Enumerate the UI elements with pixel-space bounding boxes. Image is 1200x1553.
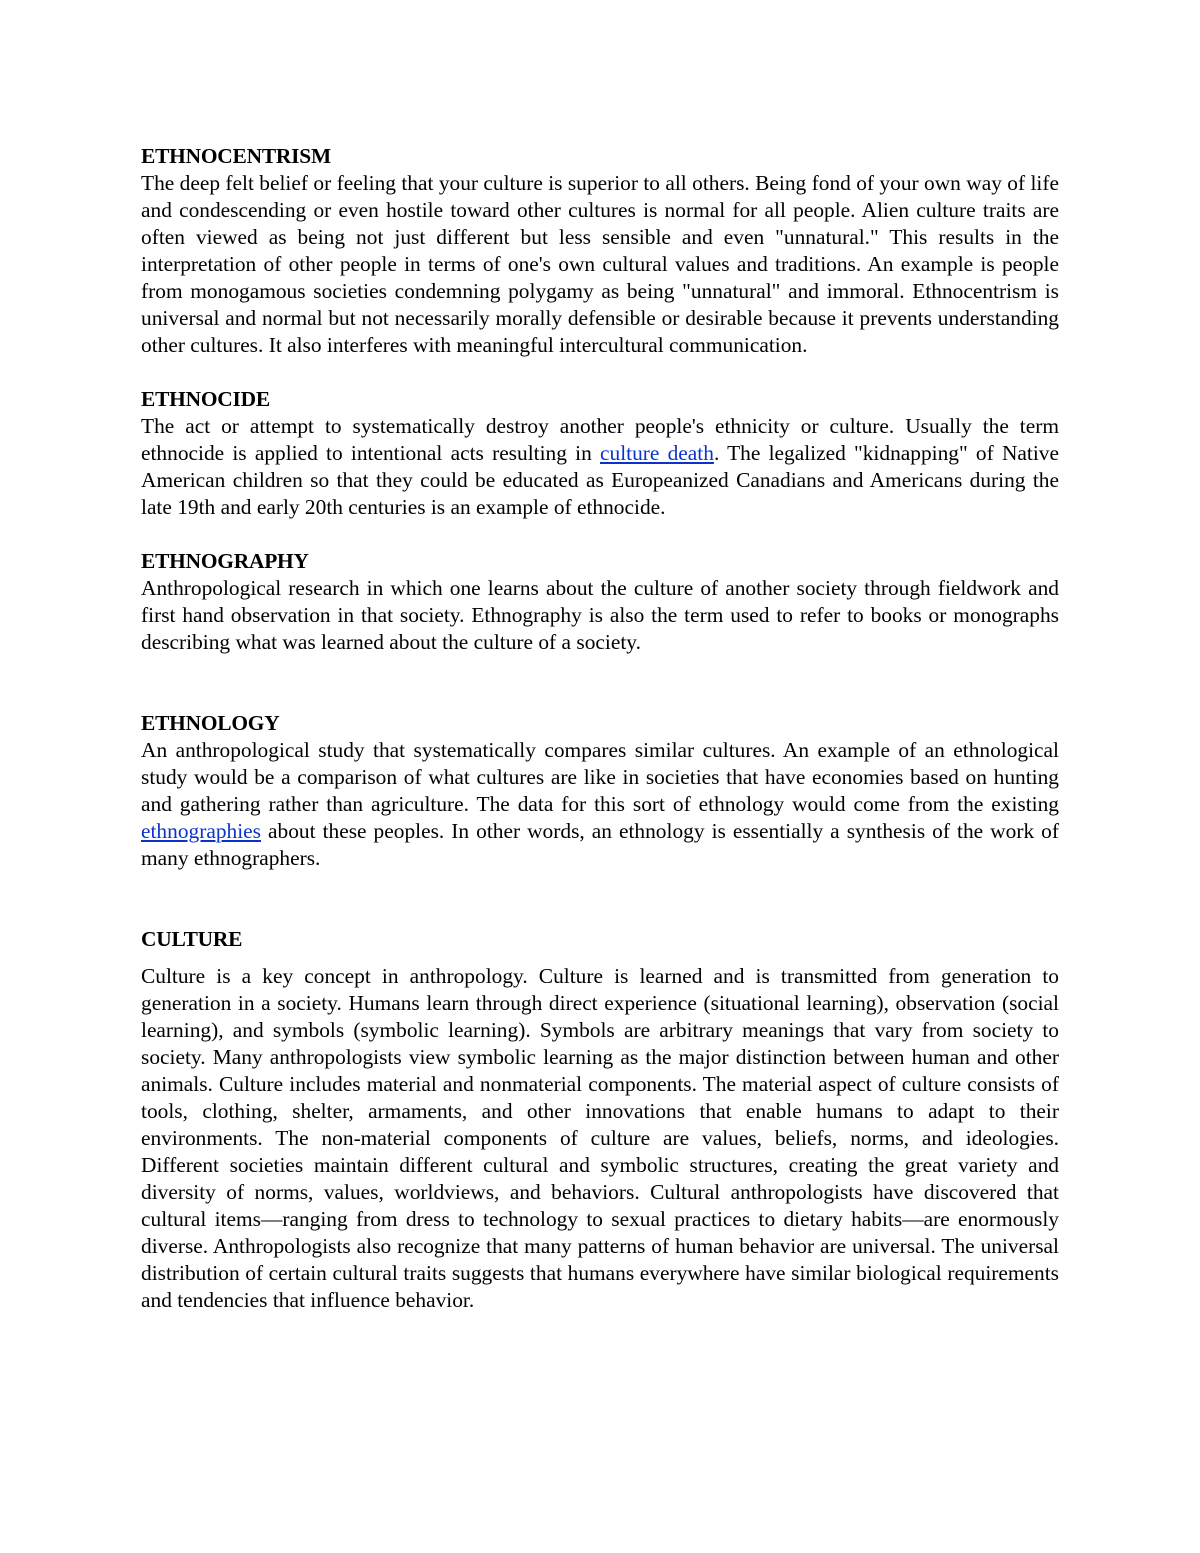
entry-ethnocentrism [141, 143, 1059, 359]
definition-text: Culture is a key concept in anthropology. Culture is learned and is transmitted from generation to generation in a society. Humans learn through direct experience (situational learning), observation (social learning), and symbols (symbolic learning). Symbols are arbitrary meanings that vary from society to society. Many anthropologists view symbolic learning as the major distinction between human and other animals. Culture includes material and nonmaterial components. The material aspect of culture consists of tools, clothing, shelter, armaments, and other innovations that enable humans to adapt to their environments. The non-material components of culture are values, beliefs, norms, and ideologies. Different societies maintain different cultural and symbolic structures, creating the great variety and diversity of norms, values, worldviews, and behaviors. Cultural anthropologists have discovered that cultural items—ranging from dress to technology to sexual practices to dietary habits—are enormously diverse. Anthropologists also recognize that many patterns of human behavior are universal. The universal distribution of certain cultural traits suggests that humans everywhere have similar biological requirements and tendencies that influence behavior. [141, 964, 1059, 1312]
definition-text: The deep felt belief or feeling that your culture is superior to all others. Being fond of your own way of life and condescending or even hostile toward other cultures is normal for all people. Alien culture traits are often viewed as being not just different but less sensible and even "unnatural." This results in the interpretation of other people in terms of one's own cultural values and traditions. An example is people from monogamous societies condemning polygamy as being "unnatural" and immoral. Ethnocentrism is universal and normal but not necessarily morally defensible or desirable because it prevents understanding other cultures. It also interferes with meaningful intercultural communication. [141, 171, 1059, 357]
term-heading: CULTURE [141, 927, 243, 951]
definition-text-part: about these peoples. In other words, an ethnology is essentially a synthesis of the work of many ethnographers. [141, 819, 1059, 870]
term-heading: ETHNOGRAPHY [141, 549, 309, 573]
culture-death-link[interactable]: culture death [600, 441, 714, 465]
term-heading: ETHNOCIDE [141, 387, 270, 411]
ethnographies-link[interactable]: ethnographies [141, 819, 261, 843]
entry-ethnology [141, 710, 1059, 872]
definition-text [141, 413, 1059, 521]
term-heading: ETHNOCENTRISM [141, 144, 331, 168]
definition-text-part: An anthropological study that systematically compares similar cultures. An example of an ethnological study would be a comparison of what cultures are like in societies that have economies based on hunting and gathering rather than agriculture. The data for this sort of ethnology would come from the existing [141, 738, 1059, 816]
definition-text-part: The act or attempt to systematically destroy another people's ethnicity or culture. Usually the term ethnocide is applied to intentional acts resulting in [141, 414, 1059, 465]
entry-ethnocide [141, 386, 1059, 521]
entry-ethnography [141, 548, 1059, 656]
document-page [141, 143, 1059, 1314]
entry-culture [141, 926, 1059, 1314]
definition-text: Anthropological research in which one learns about the culture of another society through fieldwork and first hand observation in that society. Ethnography is also the term used to refer to books or monographs describing what was learned about the culture of a society. [141, 576, 1059, 654]
definition-text [141, 737, 1059, 872]
definition-text-part: . The legalized "kidnapping" of Native American children so that they could be educated as Europeanized Canadians and Americans during the late 19th and early 20th centuries is an example of ethnocide. [141, 441, 1059, 519]
term-heading: ETHNOLOGY [141, 711, 280, 735]
